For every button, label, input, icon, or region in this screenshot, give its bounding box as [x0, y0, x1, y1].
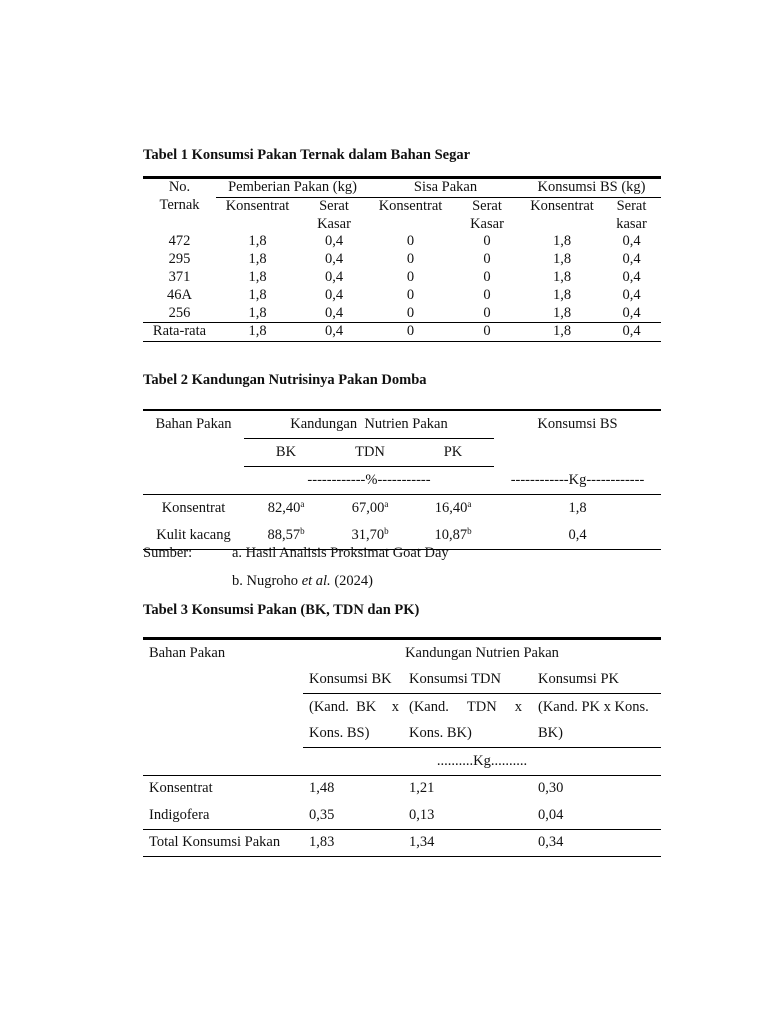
- table2-header-bk: BK: [244, 439, 328, 467]
- table1-body: [143, 233, 661, 322]
- table1-header-row-2: [143, 197, 661, 215]
- table1-header-pemberian: Pemberian Pakan (kg): [216, 178, 369, 198]
- table3-unit: ..........Kg..........: [436, 752, 528, 769]
- table2-header-row-2: [143, 439, 661, 467]
- table1-row: 256 1,8 0,4 0 0 1,8 0,4: [168, 304, 641, 321]
- table2-unit-kg: ------------Kg------------: [510, 471, 645, 488]
- table2-header-konsumsi: Konsumsi BS: [537, 416, 618, 433]
- source-a: a. Hasil Analisis Proksimat Goat Day: [232, 545, 449, 561]
- table1-header-serat-3: Serat: [616, 197, 647, 214]
- table2-row-konsentrat: Konsentrat 82,40$^a$ 67,00$^a$ 16,40$^a$ 1,8: [143, 495, 661, 523]
- table2-header-row-3: [143, 467, 661, 495]
- table1-header-serat-1: Serat: [319, 197, 349, 214]
- table1-average-row: Rata-rata 1,8 0,4 0 0 1,8 0,4: [143, 323, 661, 342]
- table1-header-konsumsi: Konsumsi BS (kg): [522, 178, 661, 198]
- table3-row-konsentrat: Konsentrat 1,48 1,21 0,30: [143, 775, 661, 802]
- table2-header-bahan: Bahan Pakan: [155, 416, 232, 433]
- table3-header-row-2: [143, 667, 661, 694]
- table1-caption: Tabel 1 Konsumsi Pakan Ternak dalam Bahan Segar: [143, 147, 471, 163]
- table2-header-row-1: [143, 410, 661, 439]
- table3-header-kons-pk: Konsumsi PK: [532, 667, 661, 694]
- table1-header-row-1: [143, 178, 661, 198]
- table3-total-row: Total Konsumsi Pakan 1,83 1,34 0,34: [143, 829, 661, 857]
- table2-caption: Tabel 2 Kandungan Nutrisinya Pakan Domba: [143, 372, 427, 388]
- table3-header-row-1: [143, 639, 661, 667]
- table2: [143, 409, 661, 550]
- table1-row: 472 1,8 0,4 0 0 1,8 0,4: [168, 233, 641, 250]
- table3-caption: Tabel 3 Konsumsi Pakan (BK, TDN dan PK): [143, 602, 420, 618]
- table3-header-row-4: Kons. BS) Kons. BK) BK): [143, 721, 661, 748]
- table3: [143, 637, 661, 857]
- table1-header-kasar-3: kasar: [616, 215, 647, 232]
- table1-row: 46A 1,8 0,4 0 0 1,8 0,4: [167, 286, 641, 303]
- table2-header-kandungan: Kandungan Nutrien Pakan: [244, 410, 494, 439]
- table2-header-tdn: TDN: [328, 439, 412, 467]
- table2-row-kulit-kacang: Kulit kacang 88,57$^b$ 31,70$^b$ 10,87$^b$ 0,4: [156, 526, 587, 543]
- table1-header-no: No. Ternak: [159, 179, 200, 213]
- table2-header-pk: PK: [412, 439, 494, 467]
- table1-header-serat-2: Serat: [472, 197, 502, 214]
- table1-header-kasar-1: Kasar: [317, 215, 351, 232]
- table3-row-indigofera: Indigofera 0,35 0,13 0,04: [149, 806, 564, 823]
- table3-unit-row: [143, 748, 661, 776]
- table3-header-kandungan: Kandungan Nutrien Pakan: [405, 644, 559, 661]
- table3-header-row-3: (Kand. BK x (Kand. TDN x (Kand. PK x Kons.: [309, 698, 649, 715]
- table1-header-konsentrat-1: Konsentrat: [225, 197, 290, 214]
- table1-row: 371 1,8 0,4 0 0 1,8 0,4: [168, 268, 641, 285]
- table1-header-sisa: Sisa Pakan: [369, 178, 522, 198]
- table1-row: 295 1,8 0,4 0 0 1,8 0,4: [168, 251, 641, 268]
- table1-header-konsentrat-2: Konsentrat: [378, 197, 443, 214]
- table3-header-kons-tdn: Konsumsi TDN: [403, 667, 532, 694]
- table1-header-konsentrat-3: Konsentrat: [530, 197, 594, 214]
- table3-header-kons-bk: Konsumsi BK: [303, 667, 403, 694]
- table1: [143, 176, 661, 342]
- table2-unit-percent: ------------%-----------: [307, 472, 431, 488]
- table1-header-kasar-2: Kasar: [470, 215, 504, 232]
- source-label: Sumber:: [143, 545, 193, 561]
- source-b: b. Nugroho et al. (2024): [232, 573, 373, 589]
- table3-header-bahan: Bahan Pakan: [149, 644, 226, 661]
